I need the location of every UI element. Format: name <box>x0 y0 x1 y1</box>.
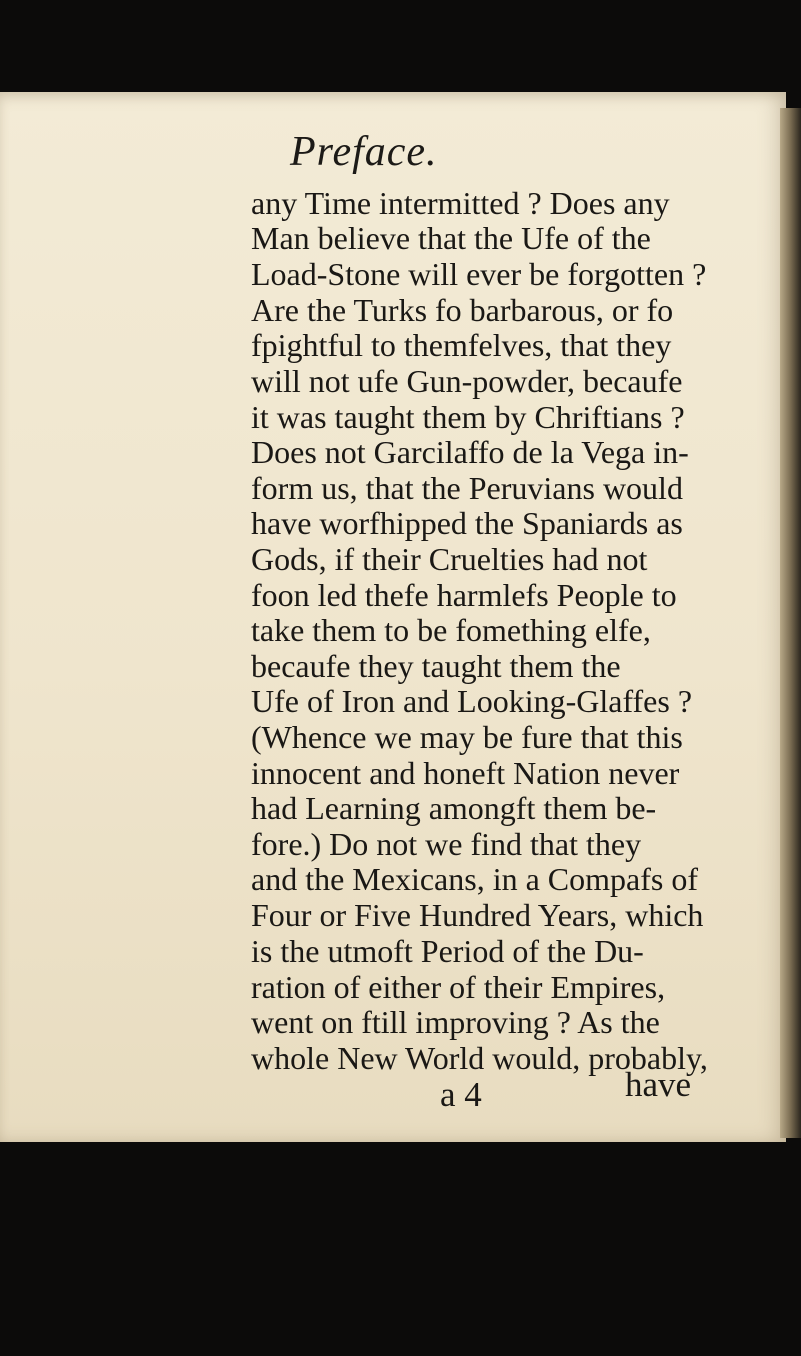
text-line: ration of either of their Empires, <box>251 969 666 1005</box>
text-line: fore.) Do not we find that they <box>251 826 642 862</box>
text-line: becaufe they taught them the <box>251 648 621 684</box>
text-line: take them to be fomething elfe, <box>251 612 651 648</box>
text-line: Four or Five Hundred Years, which <box>251 897 704 933</box>
text-line: is the utmoft Period of the Du- <box>251 933 644 969</box>
text-line: fpightful to themfelves, that they <box>251 327 672 363</box>
text-line: foon led thefe harmlefs People to <box>251 577 677 613</box>
text-line: whole New World would, probably, <box>251 1040 708 1076</box>
text-line: Ufe of Iron and Looking-Glaffes ? <box>251 683 693 719</box>
text-line: will not ufe Gun-powder, becaufe <box>251 363 683 399</box>
text-line: Are the Turks fo barbarous, or fo <box>251 292 674 328</box>
text-line: Does not Garcilaffo de la Vega in- <box>251 434 689 470</box>
text-line: innocent and honeft Nation never <box>251 755 680 791</box>
page-header: Preface. <box>290 129 438 175</box>
text-line: any Time intermitted ? Does any <box>251 185 670 221</box>
text-line: went on ftill improving ? As the <box>251 1004 660 1040</box>
text-line: Load-Stone will ever be forgotten ? <box>251 256 707 292</box>
text-line: (Whence we may be fure that this <box>251 719 683 755</box>
text-line: form us, that the Peruvians would <box>251 470 683 506</box>
text-line: had Learning amongft them be- <box>251 790 657 826</box>
text-line: Gods, if their Cruelties had not <box>251 541 648 577</box>
text-line: and the Mexicans, in a Compafs of <box>251 861 698 897</box>
text-line: it was taught them by Chriftians ? <box>251 399 685 435</box>
signature-mark: a 4 <box>440 1075 482 1114</box>
catchword: have <box>625 1065 692 1104</box>
text-line: Man believe that the Ufe of the <box>251 220 651 256</box>
text-line: have worfhipped the Spaniards as <box>251 505 683 541</box>
